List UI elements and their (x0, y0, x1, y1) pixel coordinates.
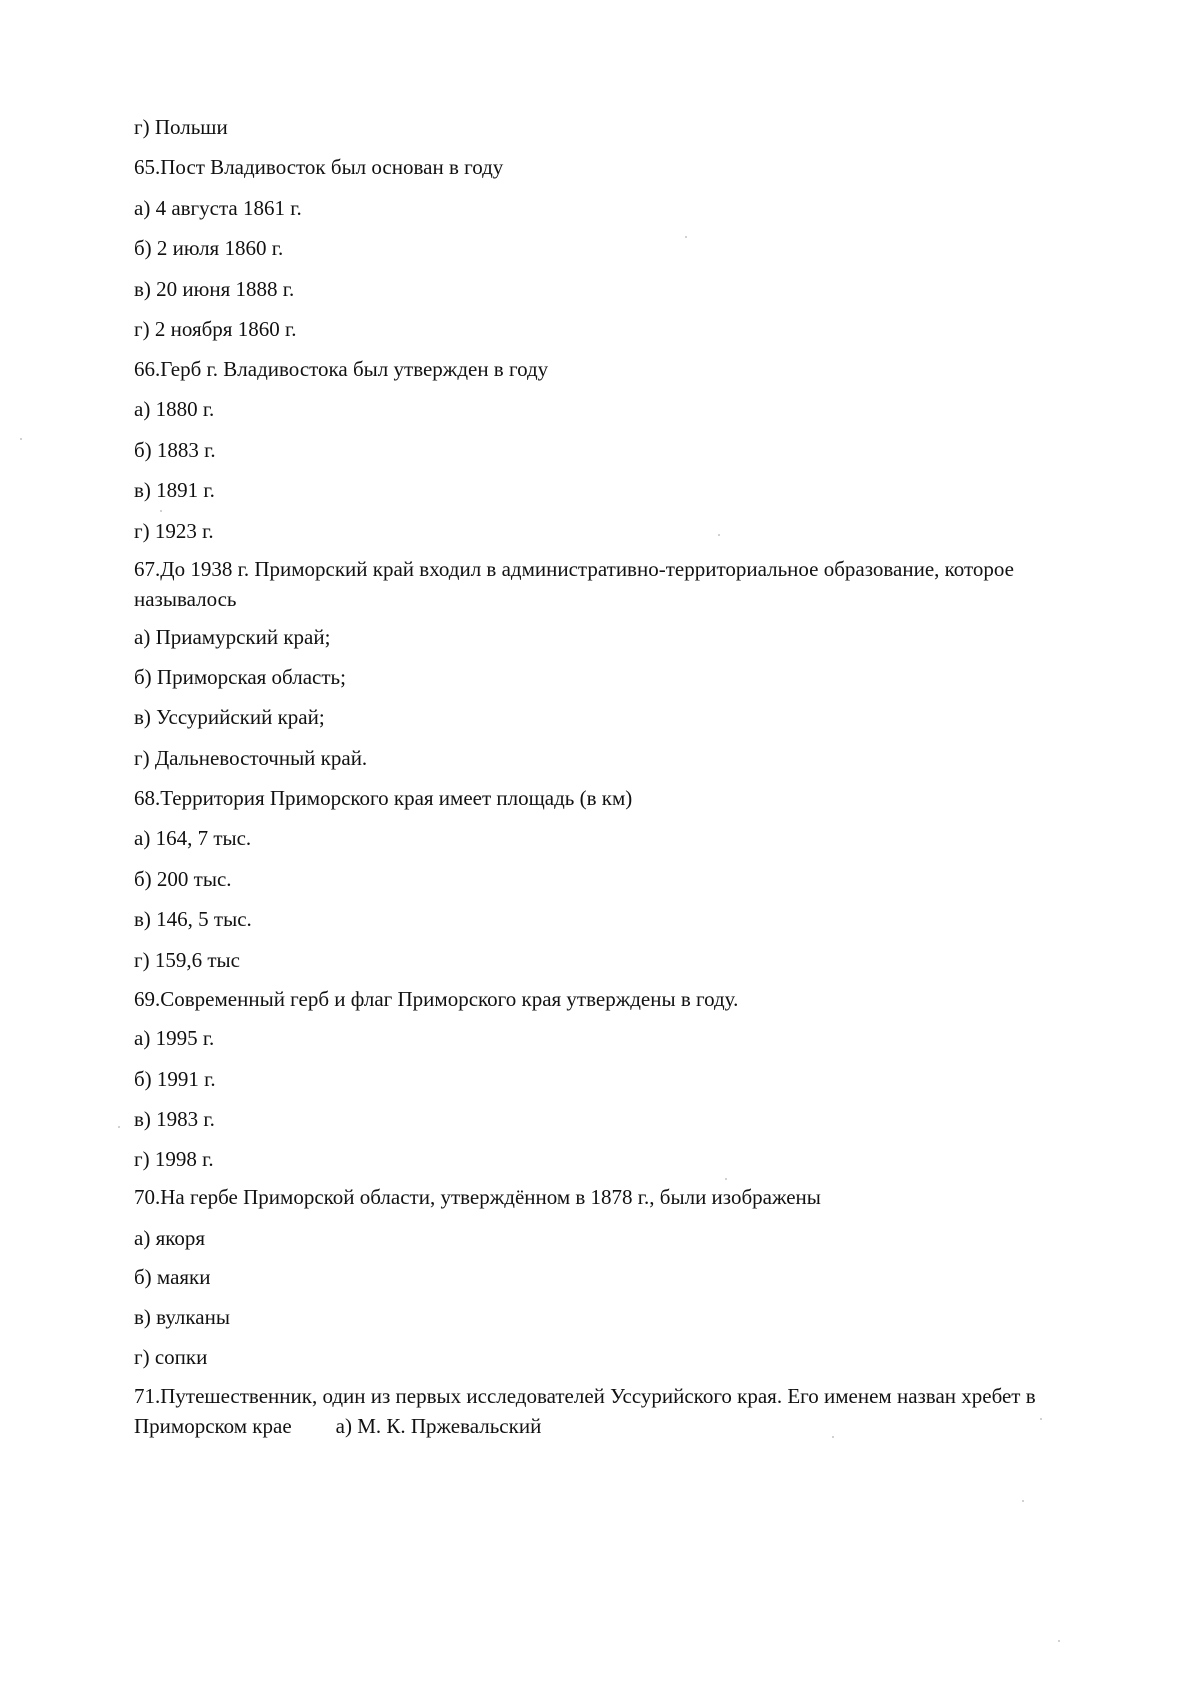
question-68: 68.Территория Приморского края имеет площадь (в км) (134, 786, 633, 810)
answer-option: а) 164, 7 тыс. (134, 826, 252, 850)
answer-option: в) 20 июня 1888 г. (134, 277, 295, 301)
answer-option: г) 2 ноября 1860 г. (134, 317, 297, 341)
scan-speck (1022, 1500, 1024, 1502)
scan-speck (160, 510, 162, 512)
question-67: 67.До 1938 г. Приморский край входил в административно-территориальное образование, которое называлось (134, 557, 1014, 611)
answer-option: а) якоря (134, 1226, 206, 1250)
scan-speck (685, 236, 687, 238)
answer-option: б) Приморская область; (134, 665, 346, 689)
answer-option: б) 1991 г. (134, 1067, 216, 1091)
answer-option: а) Приамурский край; (134, 625, 331, 649)
answer-option: г) сопки (134, 1345, 208, 1369)
answer-option: а) 1880 г. (134, 397, 215, 421)
answer-option: г) Дальневосточный край. (134, 746, 368, 770)
answer-option: б) 200 тыс. (134, 867, 232, 891)
scan-speck (725, 1178, 727, 1180)
question-71 (134, 1381, 1094, 1441)
scan-speck (20, 438, 22, 440)
answer-option: а) 4 августа 1861 г. (134, 196, 302, 220)
scan-speck (118, 1126, 120, 1128)
question-65: 65.Пост Владивосток был основан в году (134, 155, 504, 179)
answer-option: в) Уссурийский край; (134, 705, 325, 729)
answer-option: б) 1883 г. (134, 438, 216, 462)
answer-option: в) вулканы (134, 1305, 230, 1329)
answer-option: г) 1923 г. (134, 519, 214, 543)
answer-option: б) 2 июля 1860 г. (134, 236, 284, 260)
answer-option: а) 1995 г. (134, 1026, 215, 1050)
question-66: 66.Герб г. Владивостока был утвержден в году (134, 357, 549, 381)
question-70: 70.На гербе Приморской области, утверждённом в 1878 г., были изображены (134, 1185, 821, 1209)
answer-option: г) 159,6 тыс (134, 948, 240, 972)
answer-option: в) 1891 г. (134, 478, 215, 502)
scan-speck (718, 534, 720, 536)
answer-option: в) 1983 г. (134, 1107, 215, 1131)
answer-option: в) 146, 5 тыс. (134, 907, 252, 931)
scan-speck (1040, 1418, 1042, 1420)
answer-option: а) М. К. Пржевальский (335, 1414, 542, 1438)
question-69: 69.Современный герб и флаг Приморского края утверждены в году. (134, 987, 739, 1011)
answer-option: г) 1998 г. (134, 1147, 214, 1171)
answer-option: г) Польши (134, 115, 228, 139)
question-71-text: 71.Путешественник, один из первых исследователей Уссурийского края. Его именем назван хребет в Приморском крае (134, 1384, 1036, 1438)
scan-speck (1058, 1640, 1060, 1642)
scan-speck (832, 1436, 834, 1438)
answer-option: б) маяки (134, 1265, 211, 1289)
